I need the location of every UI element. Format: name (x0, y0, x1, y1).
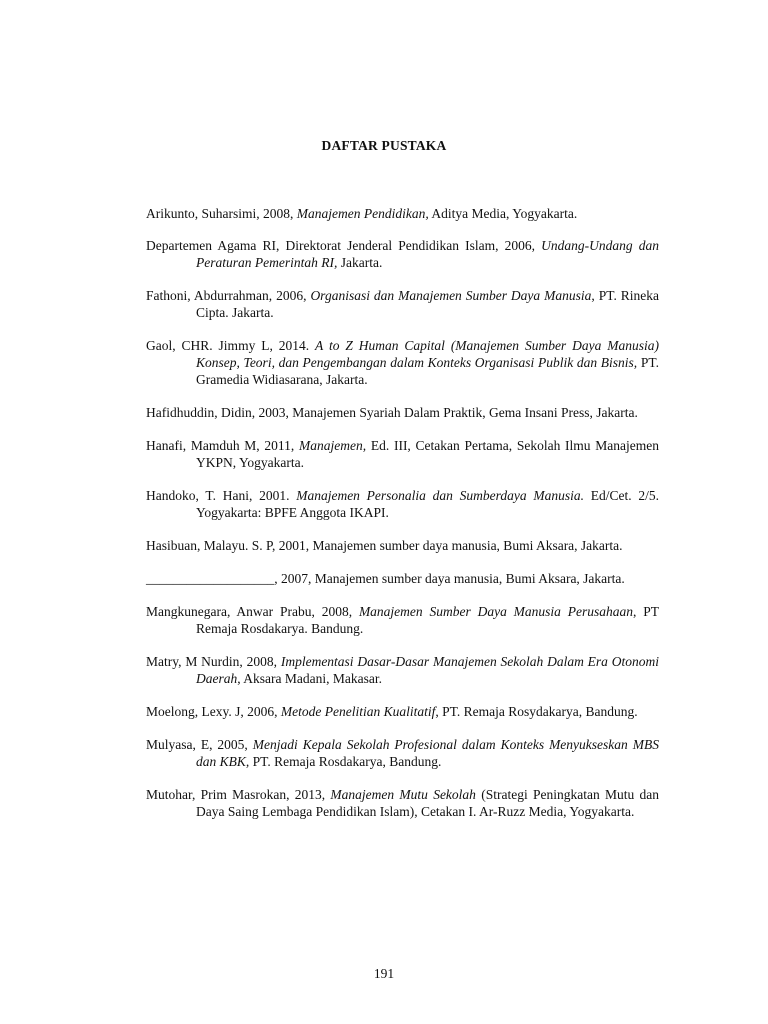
reference-entry (146, 237, 659, 271)
reference-text-segment: , PT. Rineka Cipta. Jakarta. (196, 288, 659, 320)
reference-text-segment: Mutohar, Prim Masrokan, 2013, (146, 787, 331, 802)
reference-text-segment: Departemen Agama RI, Direktorat Jenderal Pendidikan Islam, 2006, (146, 238, 542, 253)
reference-text-segment: , PT. Remaja Rosydakarya, Bandung. (435, 704, 638, 719)
reference-text-segment: PT. Gramedia Widiasarana, Jakarta. (196, 355, 659, 387)
reference-text-segment: , Aksara Madani, Makasar. (237, 671, 382, 686)
reference-text-segment: Gaol, CHR. Jimmy L, 2014. (146, 338, 316, 353)
reference-entry (146, 437, 659, 471)
reference-text-segment: Matry, M Nurdin, 2008, (146, 654, 281, 669)
reference-text-segment: Mulyasa, E, 2005, (146, 737, 253, 752)
reference-title-italic: Implementasi Dasar-Dasar Manajemen Sekolah Dalam Era Otonomi Daerah (196, 654, 660, 686)
reference-text-segment: Handoko, T. Hani, 2001. (146, 488, 297, 503)
reference-entry (146, 404, 659, 421)
reference-title-italic: Undang-Undang dan Peraturan Pemerintah RI, (196, 238, 659, 270)
reference-text-segment: Aditya Media, Yogyakarta. (428, 206, 578, 221)
reference-title-italic: A to Z Human Capital (Manajemen Sumber Daya Manusia) Konsep, Teori, dan Pengembangan dalam Konteks Organisasi Publik dan Bisnis, (196, 338, 659, 370)
reference-entry (146, 736, 659, 770)
reference-title-italic: Metode Penelitian Kualitatif (280, 704, 436, 719)
reference-title-italic: Manajemen, (299, 438, 367, 453)
reference-title-italic: Manajemen Mutu Sekolah (330, 787, 476, 802)
reference-entry (146, 537, 659, 554)
reference-list (146, 205, 659, 836)
reference-text-segment: (Strategi Peningkatan Mutu dan Daya Saing Lembaga Pendidikan Islam), Cetakan I. Ar-Ruzz Media, Yogyakarta. (196, 787, 659, 819)
reference-text-segment: Moelong, Lexy. J, 2006, (146, 704, 281, 719)
reference-text-segment: Arikunto, Suharsimi, 2008, (146, 206, 297, 221)
reference-text-segment: Fathoni, Abdurrahman, 2006, (146, 288, 311, 303)
reference-entry (146, 487, 659, 521)
reference-entry (146, 287, 659, 321)
reference-title-italic: Menjadi Kepala Sekolah Profesional dalam Konteks Menyukseskan MBS dan KBK, (196, 737, 659, 769)
reference-text-segment: , PT Remaja Rosdakarya. Bandung. (196, 604, 659, 636)
reference-entry (146, 703, 659, 720)
reference-title-italic: Manajemen Pendidikan, (296, 206, 429, 221)
reference-text-segment: PT. Remaja Rosdakarya, Bandung. (249, 754, 442, 769)
reference-text-segment: Mangkunegara, Anwar Prabu, 2008, (146, 604, 359, 619)
reference-entry (146, 570, 659, 587)
reference-text-segment: Hanafi, Mamduh M, 2011, (146, 438, 300, 453)
reference-entry (146, 603, 659, 637)
page-title: DAFTAR PUSTAKA (321, 138, 447, 153)
reference-title-italic: Manajemen Personalia dan Sumberdaya Manusia. (296, 488, 585, 503)
reference-text-segment: Hasibuan, Malayu. S. P, 2001, Manajemen sumber daya manusia, Bumi Aksara, Jakarta. (146, 538, 623, 553)
reference-entry (146, 205, 659, 222)
reference-text-segment: Hafidhuddin, Didin, 2003, Manajemen Syariah Dalam Praktik, Gema Insani Press, Jakarta. (146, 405, 638, 420)
reference-entry (146, 653, 659, 687)
reference-entry (146, 786, 659, 820)
reference-text-segment: Ed. III, Cetakan Pertama, Sekolah Ilmu Manajemen YKPN, Yogyakarta. (196, 438, 659, 470)
reference-text-segment: Jakarta. (337, 255, 383, 270)
reference-title-italic: Organisasi dan Manajemen Sumber Daya Manusia (310, 288, 592, 303)
reference-entry (146, 337, 659, 388)
reference-title-italic: Manajemen Sumber Daya Manusia Perusahaan (358, 604, 634, 619)
reference-text-segment: ___________________, 2007, Manajemen sumber daya manusia, Bumi Aksara, Jakarta. (146, 571, 625, 586)
page-number: 191 (373, 966, 395, 981)
reference-text-segment: Ed/Cet. 2/5. Yogyakarta: BPFE Anggota IKAPI. (196, 488, 659, 520)
